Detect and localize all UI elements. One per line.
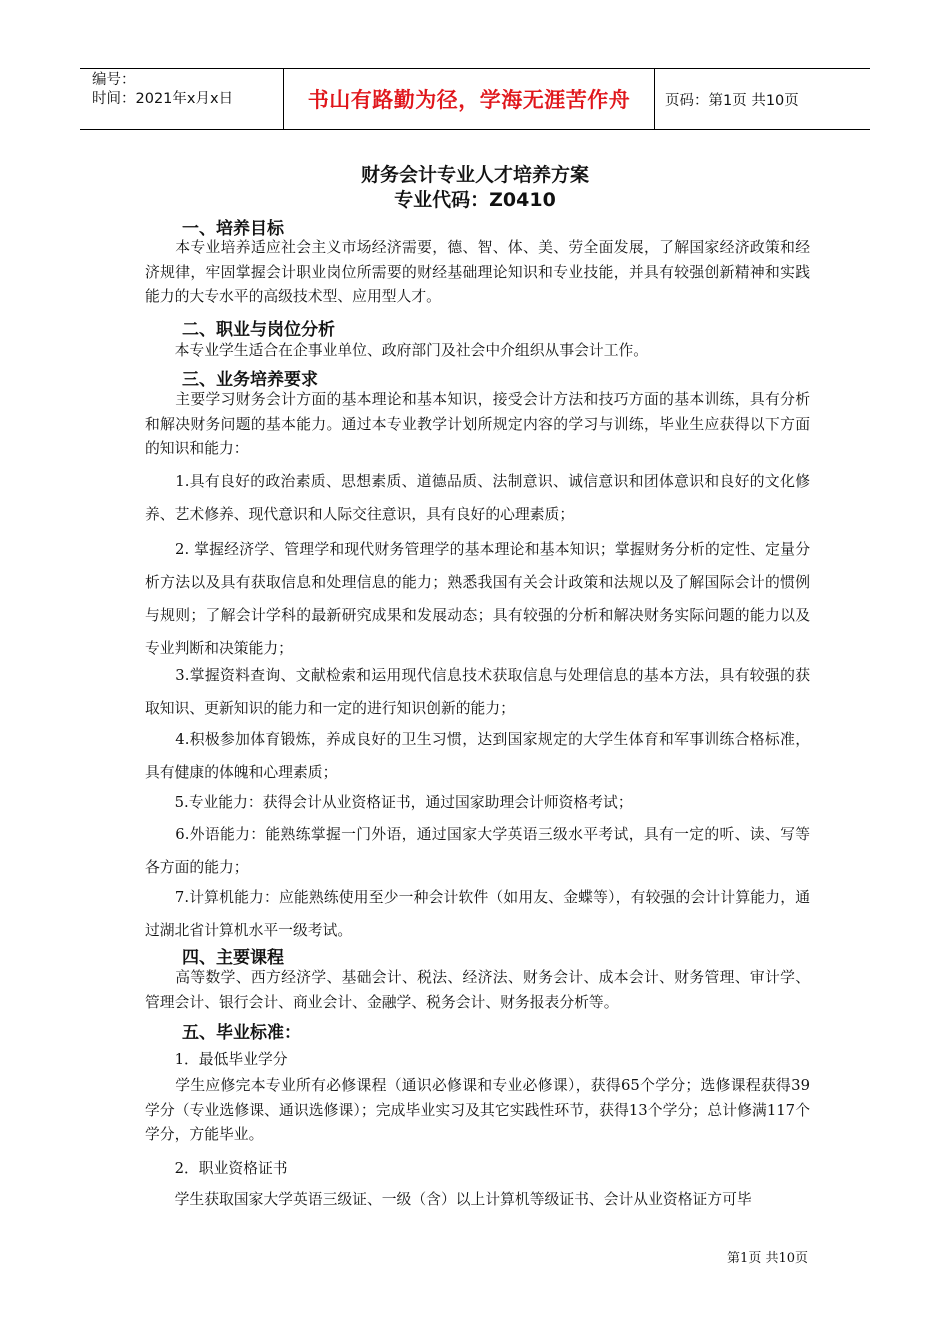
doc-code: 专业代码：Z0410 [394, 189, 556, 211]
paragraph: 3.掌握资料查询、文献检索和运用现代信息技术获取信息与处理信息的基本方法，具有较强的获取知识、更新知识的能力和一定的进行知识创新的能力； [145, 667, 810, 717]
paragraph: 主要学习财务会计方面的基本理论和基本知识，接受会计方法和技巧方面的基本训练，具有分析和解决财务问题的基本能力。通过本专业教学计划所规定内容的学习与训练，毕业生应获得以下方面的知识和能力： [145, 391, 810, 457]
doc-title: 财务会计专业人才培养方案 [360, 164, 589, 186]
paragraph: 7.计算机能力：应能熟练使用至少一种会计软件（如用友、金蝶等），有较强的会计计算能力，通过湖北省计算机水平一级考试。 [145, 889, 810, 939]
section-heading: 五、毕业标准： [182, 1023, 301, 1043]
paragraph: 4.积极参加体育锻炼，养成良好的卫生习惯，达到国家规定的大学生体育和军事训练合格标准，具有健康的体魄和心理素质； [145, 731, 810, 781]
paragraph: 学生应修完本专业所有必修课程（通识必修课和专业必修课），获得65个学分；选修课程获得39学分（专业选修课、通识选修课）；完成毕业实习及其它实践性环节，获得13个学分；总计修满117个学分，方能毕业。 [145, 1077, 810, 1143]
paragraph: 1.具有良好的政治素质、思想素质、道德品质、法制意识、诚信意识和团体意识和良好的文化修养、艺术修养、现代意识和人际交往意识，具有良好的心理素质； [145, 473, 810, 523]
paragraph: 1．最低毕业学分 [145, 1051, 288, 1068]
paragraph: 5.专业能力：获得会计从业资格证书，通过国家助理会计师资格考试； [145, 794, 633, 811]
header-page-number: 页码：第1页 共10页 [665, 92, 799, 109]
section-heading: 四、主要课程 [182, 948, 284, 968]
motto: 书山有路勤为径，学海无涯苦作舟 [283, 69, 655, 129]
section-heading: 三、业务培养要求 [182, 370, 318, 390]
paragraph: 本专业学生适合在企事业单位、政府部门及社会中介组织从事会计工作。 [145, 342, 649, 359]
paragraph: 本专业培养适应社会主义市场经济需要，德、智、体、美、劳全面发展，了解国家经济政策和经济规律，牢固掌握会计职业岗位所需要的财经基础理论知识和专业技能，并具有较强创新精神和实践能力的大专水平的高级技术型、应用型人才。 [145, 239, 810, 305]
paragraph: 6.外语能力：能熟练掌握一门外语，通过国家大学英语三级水平考试，具有一定的听、读、写等各方面的能力； [145, 826, 810, 876]
footer-page-number: 第1页 共10页 [727, 1251, 808, 1266]
section-heading: 二、职业与岗位分析 [182, 320, 335, 340]
date-text: 时间：2021年x月x日 [92, 91, 234, 107]
paragraph: 2．职业资格证书 [145, 1160, 288, 1177]
paragraph: 高等数学、西方经济学、基础会计、税法、经济法、财务会计、成本会计、财务管理、审计学、管理会计、银行会计、商业会计、金融学、税务会计、财务报表分析等。 [145, 969, 810, 1011]
header-meta [80, 69, 283, 129]
section-heading: 一、培养目标 [182, 219, 284, 239]
header-table [80, 68, 870, 130]
number-label: 编号： [92, 72, 136, 88]
paragraph: 学生获取国家大学英语三级证、一级（含）以上计算机等级证书、会计从业资格证方可毕 [145, 1191, 752, 1208]
paragraph: 2. 掌握经济学、管理学和现代财务管理学的基本理论和基本知识；掌握财务分析的定性、定量分析方法以及具有获取信息和处理信息的能力；熟悉我国有关会计政策和法规以及了解国际会计的惯例与规则；了解会计学科的最新研究成果和发展动态；具有较强的分析和解决财务实际问题的能力以及专业判断和决策能力； [145, 541, 810, 657]
